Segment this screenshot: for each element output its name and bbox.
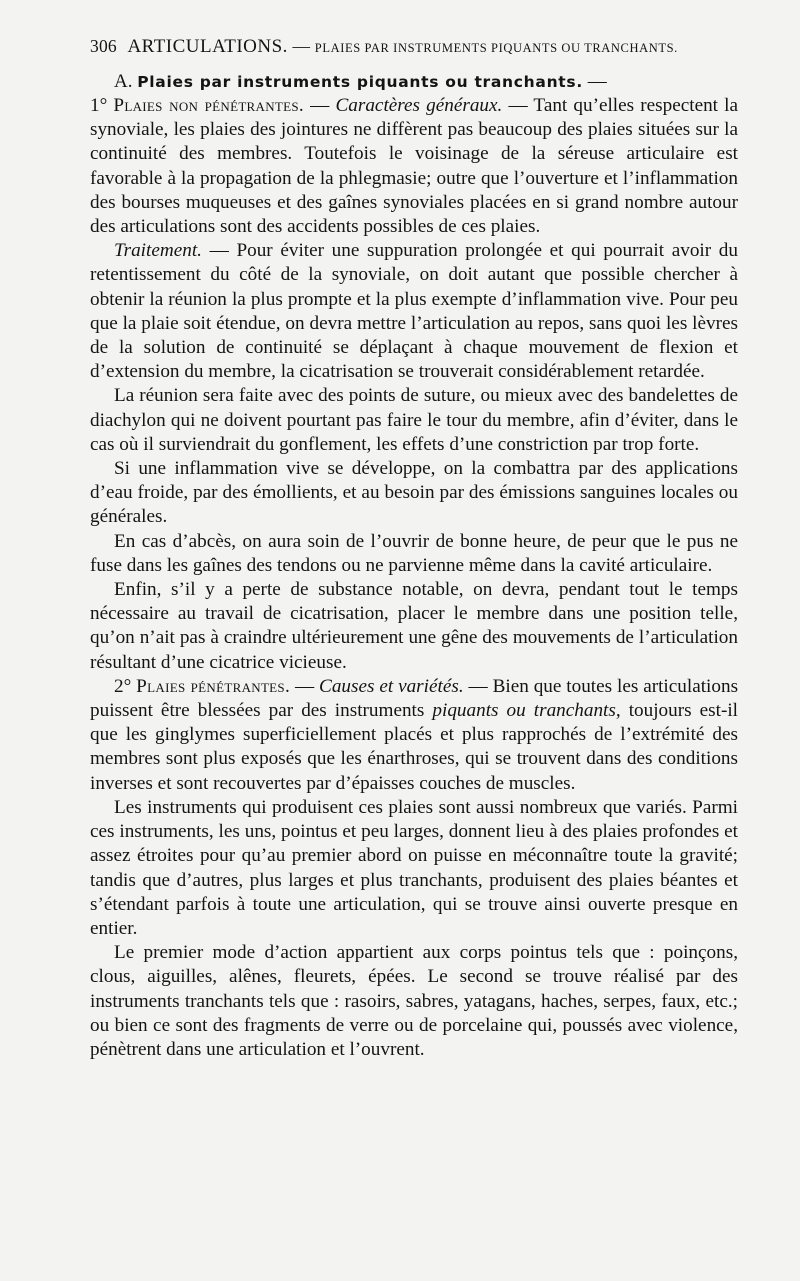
running-head-title: ARTICULATIONS. [127, 36, 288, 57]
paragraph-instruments: Les instruments qui produisent ces plaies sont aussi nombreux que variés. Parmi ces instruments, les uns, pointus et peu larges, donnent lieu à des plaies profondes et assez étroites pour qu’au premier abord on puisse en méconnaître toute la gravité; tandis que d’autres, plus larges et plus tranchants, produisent des plaies béantes et s’étendant parfois à toute une articulation, qui se trouve ainsi ouverte presque en entier. [90, 796, 738, 939]
paragraph-treatment [90, 239, 738, 384]
section-dash: — [587, 71, 607, 92]
item-topic: Causes et variétés. [319, 675, 464, 697]
paragraph-abscess: En cas d’abcès, on aura soin de l’ouvrir de bonne heure, de peur que le pus ne fuse dans les gaînes des tendons ou ne parvienne même dans la cavité articulaire. [90, 530, 738, 576]
running-head-subtitle: PLAIES PAR INSTRUMENTS PIQUANTS OU TRANCHANTS. [314, 41, 678, 55]
paragraph-text: — Bien que toutes les articulations puissent être blessées par des instruments [90, 675, 739, 722]
item-number: 1° [90, 95, 108, 116]
running-header [90, 34, 738, 60]
item-separator: — [294, 675, 315, 697]
paragraph-non-penetrating [90, 94, 738, 239]
item-topic: Caractères généraux. [335, 95, 503, 116]
paragraph-text: , toujours est-il que les ginglymes superficiellement placés et plus rapprochés de l’extrémité des membres sont plus exposés que les énarthroses, qui se trouvent dans des conditions inverses et sont recouvertes par d’épaisses couches de muscles. [90, 700, 738, 794]
paragraph-penetrating [90, 675, 738, 796]
section-letter: A. [114, 71, 133, 92]
page-number: 306 [90, 36, 117, 56]
section-heading [90, 70, 738, 94]
emphasis-text: piquants ou tranchants [432, 700, 616, 722]
paragraph-action-modes: Le premier mode d’action appartient aux corps pointus tels que : poinçons, clous, aiguilles, alênes, fleurets, épées. Le second se trouve réalisé par des instruments tranchants tels que : rasoirs, sabres, yatagans, haches, serpes, faux, etc.; ou bien ce sont des fragments de verre ou de porcelaine qui, poussés avec violence, pénètrent dans une articulation et l’ouvrent. [90, 942, 738, 1060]
paragraph-substance-loss: Enfin, s’il y a perte de substance notable, on devra, pendant tout le temps nécessaire au travail de cicatrisation, placer le membre dans une position telle, qu’on n’ait pas à craindre ultérieurement une gêne des mouvements de l’articulation résultant d’une cicatrice vicieuse. [90, 579, 738, 673]
paragraph-text: — Tant qu’elles respectent la synoviale, les plaies des jointures ne diffèrent pas beaucoup des plaies situées sur la continuité des membres. Toutefois le voisinage de la séreuse articulaire est favorable à la propagation de la phlegmasie; outre que l’ouverture et l’inflammation des bourses muqueuses et des gaînes synoviales placées en si grand nombre autour des articulations sont des accidents possibles de ces plaies. [90, 95, 738, 238]
header-dash: — [292, 36, 311, 56]
item-heading: Plaies pénétrantes. [136, 675, 291, 697]
paragraph-suture: La réunion sera faite avec des points de suture, ou mieux avec des bandelettes de diachylon qui ne doivent pourtant pas faire le tour du membre, afin d’éviter, dans le cas où il surviendrait du gonflement, les effets d’une constriction par trop forte. [90, 385, 738, 455]
paragraph-text: — Pour éviter une suppuration prolongée et qui pourrait avoir du retentissement du côté de la synoviale, on doit autant que possible chercher à obtenir la réunion la plus prompte et la plus exempte d’inflammation vive. Pour peu que la plaie soit étendue, on devra mettre l’articulation au repos, sans quoi les lèvres de la solution de continuité se déplaçant à chaque mouvement de flexion et d’extension du membre, la cicatrisation se trouverait considérablement retardée. [90, 240, 738, 383]
item-topic: Traitement. [114, 240, 202, 262]
item-number: 2° [114, 675, 132, 697]
item-heading: Plaies non pénétrantes. [113, 95, 305, 116]
paragraph-inflammation: Si une inflammation vive se développe, on la combattra par des applications d’eau froide, par des émollients, et au besoin par des émissions sanguines locales ou générales. [90, 458, 738, 528]
section-title: Plaies par instruments piquants ou tranchants. [137, 73, 583, 91]
item-separator: — [310, 95, 330, 116]
